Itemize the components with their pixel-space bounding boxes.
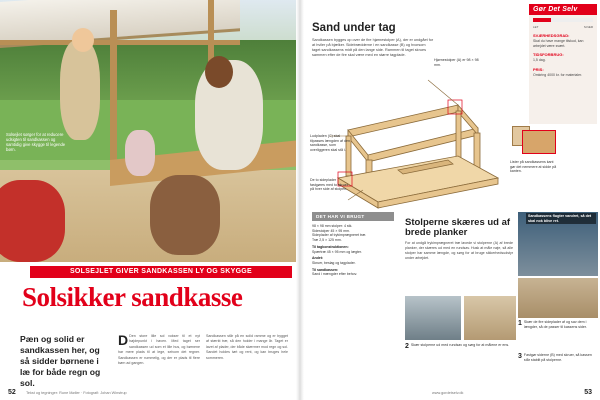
page-number-left: 52 xyxy=(8,389,16,396)
child-sitting xyxy=(150,175,220,255)
red-banner: SOLSEJLET GIVER SANDKASSEN LY OG SKYGGE xyxy=(30,266,292,278)
step-3: 3 Fastgør siderne (B) med skruer, så kassen står stabilt på stolperne. xyxy=(518,353,592,362)
materials-item: Skruer, beslag og tagplader. xyxy=(312,260,356,265)
subsection-title: Stolperne skæres ud af brede planker xyxy=(405,217,511,238)
section-title: Sand under tag xyxy=(312,22,396,34)
materials-item: Træ 2,5 × 125 mm. xyxy=(312,238,342,243)
website-footer: www.gordetselv.dk xyxy=(432,391,464,395)
label-bottom-right: Lister på sandkassens kant gør det nemmere at sidde på kanten. xyxy=(510,160,557,174)
roof-beam-front xyxy=(368,128,478,162)
wood-photo xyxy=(464,296,516,340)
materials-item: Sand i mængder efter behov. xyxy=(312,272,358,277)
detail-closeup-2 xyxy=(522,130,556,154)
materials-header: DET HAR VI BRUGT xyxy=(312,212,394,221)
difficulty-bar xyxy=(533,18,593,22)
lead-text: Pæn og solid er sandkassen her, og så sidder børnene i læ for både regn og sol. xyxy=(20,334,101,388)
baby xyxy=(125,130,155,176)
photo-caption-right: Sandkassens flugter vandret, så det skal nok blive ret. xyxy=(526,213,596,224)
step-1: 1 Skær de fire sideplader af og sav dem i længder, så de passer til kassens sider. xyxy=(518,320,587,329)
child-standing xyxy=(60,40,100,140)
label-top-right: Hjørnestolper (A) er 98 × 98 mm. xyxy=(434,58,479,67)
photo-caption: Solsejlet sørger for at reducere udsigten til sandkassen og samtidig give skygge til legende børn. xyxy=(6,132,66,152)
materials-list xyxy=(312,224,394,277)
right-page xyxy=(302,0,600,400)
page-number-right: 53 xyxy=(584,389,592,396)
materials-item: Spærtræ 45 × 95 mm og lægter. xyxy=(312,249,362,254)
tool-photo-2 xyxy=(518,278,598,318)
materials-subheading: Til tagkonstruktionen: xyxy=(312,244,349,249)
gds-header: Gør Det Selv xyxy=(529,4,597,15)
materials-subheading: Til sandkassen: xyxy=(312,267,339,272)
gds-info-box: Gør Det Selv LET SVÆR SVÆRHEDSGRAD: Skal du have mange tilskud, kan arbejdet være svært. TIDSFORBRUG: 1,5 dag. PRIS: Omkring 4000 kr. for materialer. xyxy=(529,4,597,124)
label-bottom-left: De to sideplader fastgøres med to skruer på hver side af stolpen. xyxy=(310,178,348,192)
body-column-2: Sandkassen står på en solid ramme og er bygget af stærkt træ, så den holder i mange år. Taget er lavet af plader, der både skærmer mod regn og sol. Sandet holdes tørt og rent, og kan bruges hele sommeren. xyxy=(206,334,288,360)
materials-item: Sideplader af trykimprægneret træ. xyxy=(312,233,367,238)
step-2: 2 Skær stolperne ud med rundsav og sørg for at målene er ens. xyxy=(405,343,510,350)
roof-beam-back xyxy=(348,105,458,137)
sandbox-photo xyxy=(0,0,298,262)
page-title: Solsikker sandkasse xyxy=(22,282,243,312)
post-back-right xyxy=(456,111,461,159)
materials-item: Sidestolper 45 × 95 mm. xyxy=(312,228,351,233)
subsection-text: For at undgå trykimprægneret træ lavede vi stolperne (A) af brede planker, der skæres ud med en rundsav. Husk at måle nøje, så alle stolper har samme længde, og sørg for at bruge sikkerhedsudstyr under arbejdet. xyxy=(405,241,513,260)
saw-photo xyxy=(405,296,461,340)
left-page xyxy=(0,0,298,400)
label-left: Ludpladen (C) skal tilpasses længden af den sandkasse, som overliggeren skal stå i. xyxy=(310,134,350,152)
body-column-1: D Den store lille sol vokser til et nyt højdepunkt i haven. Med taget ser sandkassen ud som et lille hus, og børnene har mere plads til at lege, selvom det regner. Sandkassen er rummelig, og der er plads til flere børn ad gangen. xyxy=(118,332,200,366)
credits-footer: Tekst og tegninger: Rune Møller · Fotografi: Johan Winstrup xyxy=(26,391,127,395)
child-red xyxy=(0,180,65,262)
materials-subheading: Andet: xyxy=(312,256,324,261)
materials-item: 98 × 98 mm stolper: 4 stk. xyxy=(312,224,353,228)
intro-text: Sandkassen bygges op over de fire hjørnestolper (A), der er undgået for at hviler på bjælker. Sidebrædderne i en sandkasse (B) og hvorsom taget sandkassens midt på den lange side. Rammen til taget skrues sammen efter de fire skal være med en større tagplade. xyxy=(312,38,434,57)
